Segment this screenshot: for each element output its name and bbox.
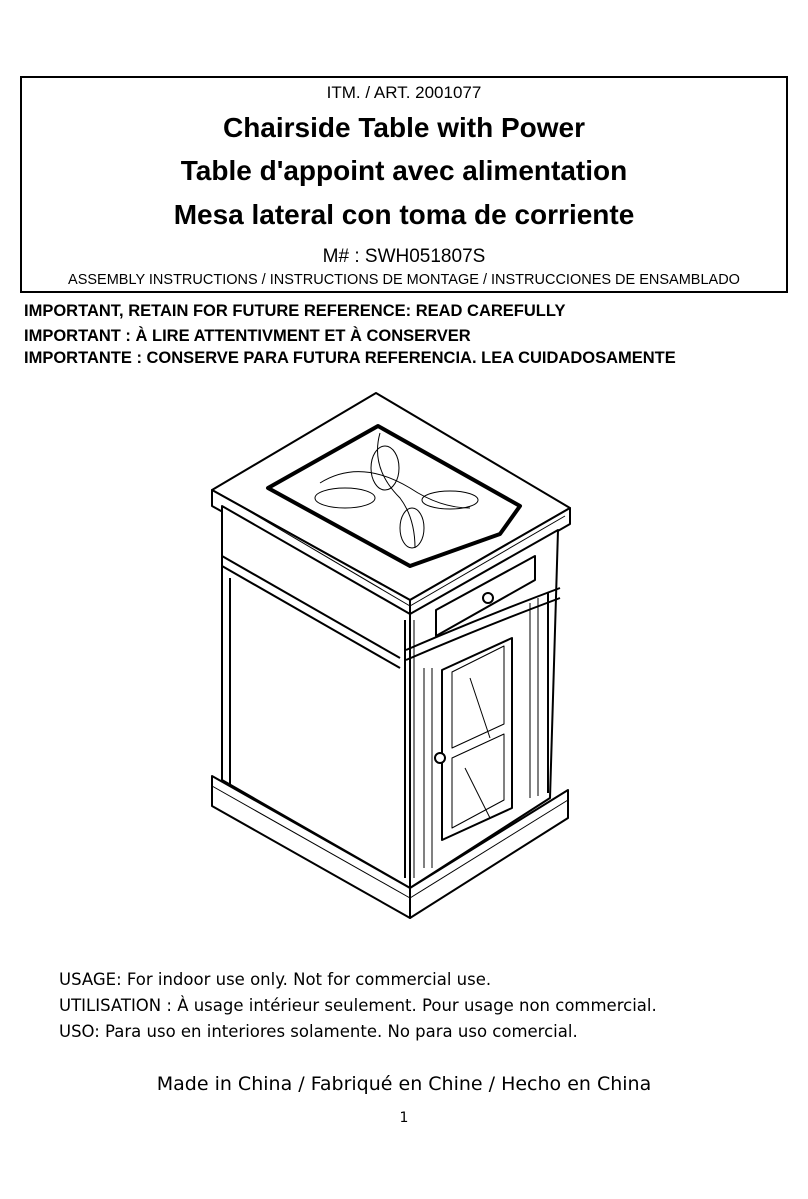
page-number: 1 <box>399 1110 409 1126</box>
usage-english: USAGE: For indoor use only. Not for commercial use. <box>59 970 492 989</box>
usage-spanish: USO: Para uso en interiores solamente. No para uso comercial. <box>59 1022 578 1041</box>
title-spanish: Mesa lateral con toma de corriente <box>173 199 635 230</box>
chairside-table-illustration <box>200 388 580 948</box>
item-number: ITM. / ART. 2001077 <box>326 83 482 102</box>
title-box <box>20 76 788 293</box>
title-english: Chairside Table with Power <box>222 112 585 143</box>
important-notice-french: IMPORTANT : À LIRE ATTENTIVMENT ET À CONSERVER <box>24 327 471 345</box>
title-french: Table d'appoint avec alimentation <box>180 155 628 186</box>
important-notice-english: IMPORTANT, RETAIN FOR FUTURE REFERENCE: READ CAREFULLY <box>24 302 566 320</box>
assembly-instructions-label: ASSEMBLY INSTRUCTIONS / INSTRUCTIONS DE MONTAGE / INSTRUCCIONES DE ENSAMBLADO <box>68 272 740 288</box>
usage-french: UTILISATION : À usage intérieur seulement. Pour usage non commercial. <box>59 996 657 1015</box>
important-notice-spanish: IMPORTANTE : CONSERVE PARA FUTURA REFERENCIA. LEA CUIDADOSAMENTE <box>24 349 676 367</box>
model-number: M# : SWH051807S <box>322 246 486 267</box>
made-in-china: Made in China / Fabriqué en Chine / Hecho en China <box>156 1073 652 1095</box>
